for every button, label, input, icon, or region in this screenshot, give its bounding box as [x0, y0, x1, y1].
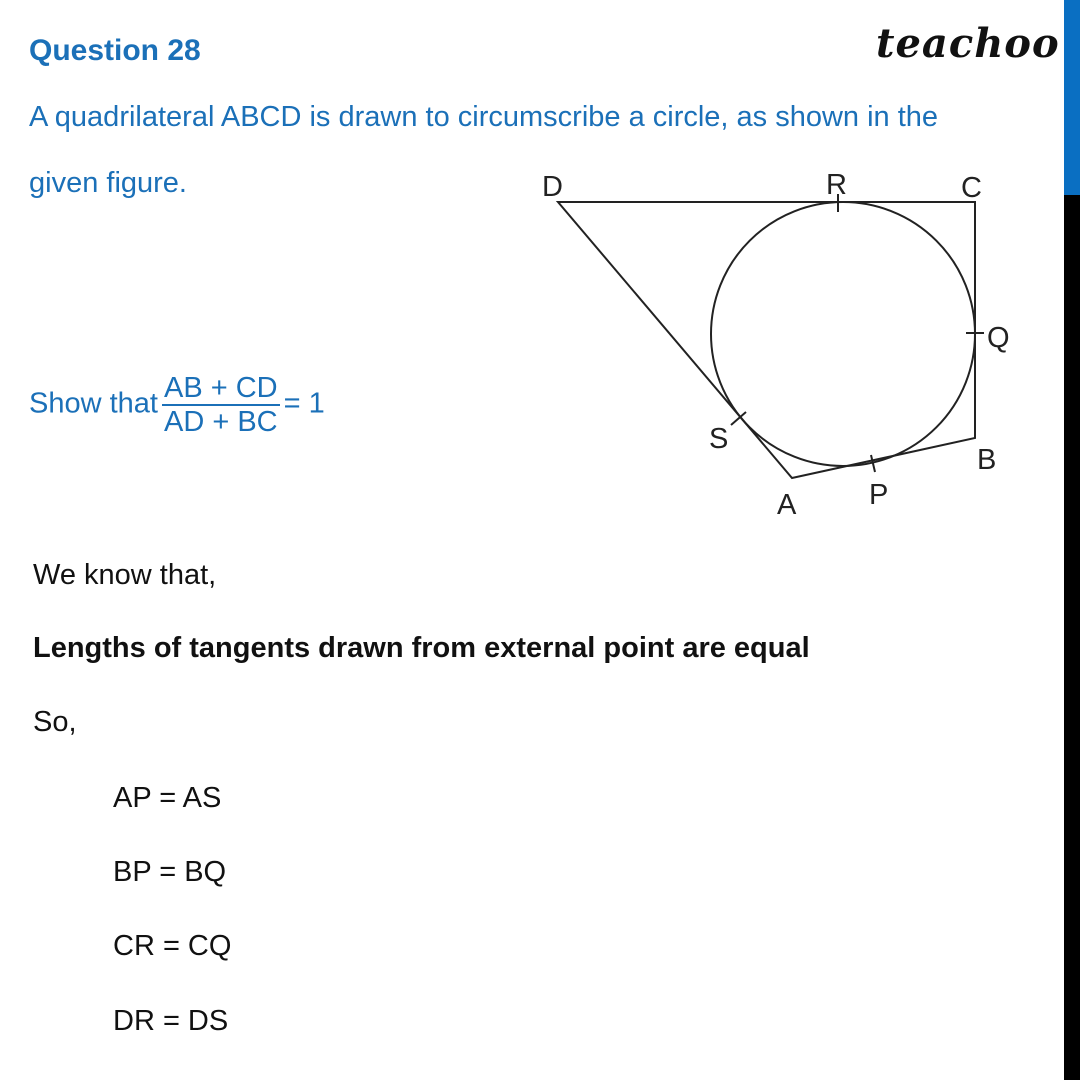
fraction-numerator: AB + CD	[163, 372, 278, 404]
equation-dr-ds: DR = DS	[113, 1005, 229, 1037]
label-p: P	[869, 479, 889, 511]
label-b: B	[977, 444, 997, 476]
inscribed-circle	[711, 202, 975, 466]
question-title: Question 28	[29, 34, 201, 67]
label-a: A	[777, 489, 797, 521]
label-s: S	[709, 423, 729, 455]
quadrilateral-abcd	[558, 202, 975, 478]
equation-bp-bq: BP = BQ	[113, 856, 227, 888]
equals-one: = 1	[283, 387, 325, 420]
teachoo-logo: teachoo	[876, 20, 1060, 67]
theorem-statement: Lengths of tangents drawn from external point are equal	[33, 632, 810, 664]
equation-ap-as: AP = AS	[113, 782, 222, 814]
scrollbar[interactable]	[1064, 0, 1080, 1080]
label-c: C	[961, 172, 982, 204]
show-that-prefix: Show that	[29, 387, 158, 420]
scrollbar-thumb[interactable]	[1064, 0, 1080, 195]
question-text-line1: A quadrilateral ABCD is drawn to circumscribe a circle, as shown in the	[29, 101, 939, 133]
equation-cr-cq: CR = CQ	[113, 930, 232, 962]
so-text: So,	[33, 706, 77, 738]
solution-intro: We know that,	[33, 559, 217, 591]
label-r: R	[826, 169, 847, 201]
question-text-line2: given figure.	[29, 167, 187, 199]
label-d: D	[542, 171, 563, 203]
fraction-denominator: AD + BC	[163, 406, 278, 438]
label-q: Q	[987, 322, 1010, 354]
